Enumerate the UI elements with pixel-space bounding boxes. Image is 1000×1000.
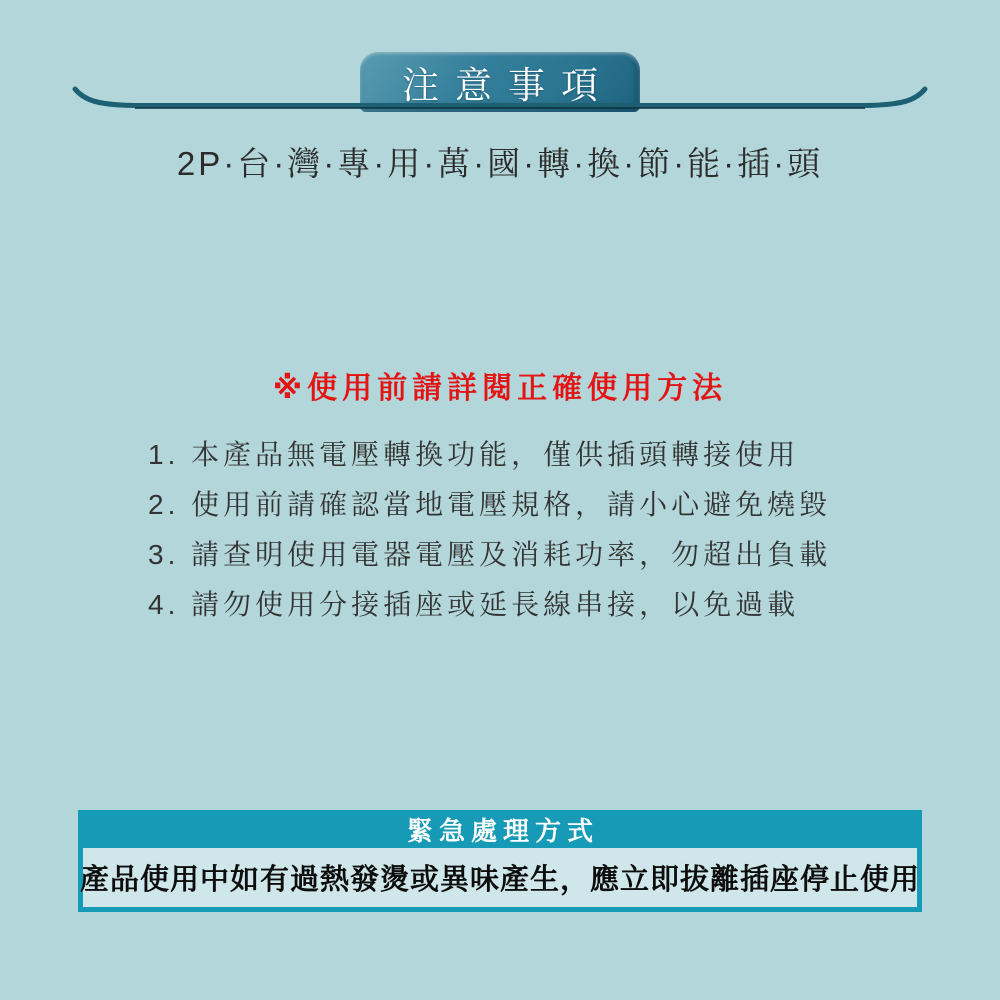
product-subtitle: 2P·台·灣·專·用·萬·國·轉·換·節·能·插·頭 <box>176 145 824 182</box>
emergency-box-header <box>78 810 922 848</box>
emergency-box <box>78 810 922 912</box>
notice-item-4: 4. 請勿使用分接插座或延長線串接，以免過載 <box>148 589 800 620</box>
notice-item-3: 3. 請查明使用電器電壓及消耗功率，勿超出負載 <box>148 539 832 570</box>
notice-list <box>148 430 831 630</box>
notice-banner-title: 注意事項 <box>402 65 614 106</box>
emergency-box-title: 緊急處理方式 <box>406 815 599 846</box>
emergency-box-body <box>78 848 922 912</box>
warning-heading: ※使用前請詳閱正確使用方法 <box>272 372 728 405</box>
divider-swoosh-line <box>0 0 1000 130</box>
notice-item-2: 2. 使用前請確認當地電壓規格，請小心避免燒毀 <box>148 489 832 520</box>
notice-item-1: 1. 本產品無電壓轉換功能，僅供插頭轉接使用 <box>148 439 800 470</box>
emergency-box-text: 產品使用中如有過熱發燙或異味產生，應立即拔離插座停止使用 <box>80 864 921 896</box>
